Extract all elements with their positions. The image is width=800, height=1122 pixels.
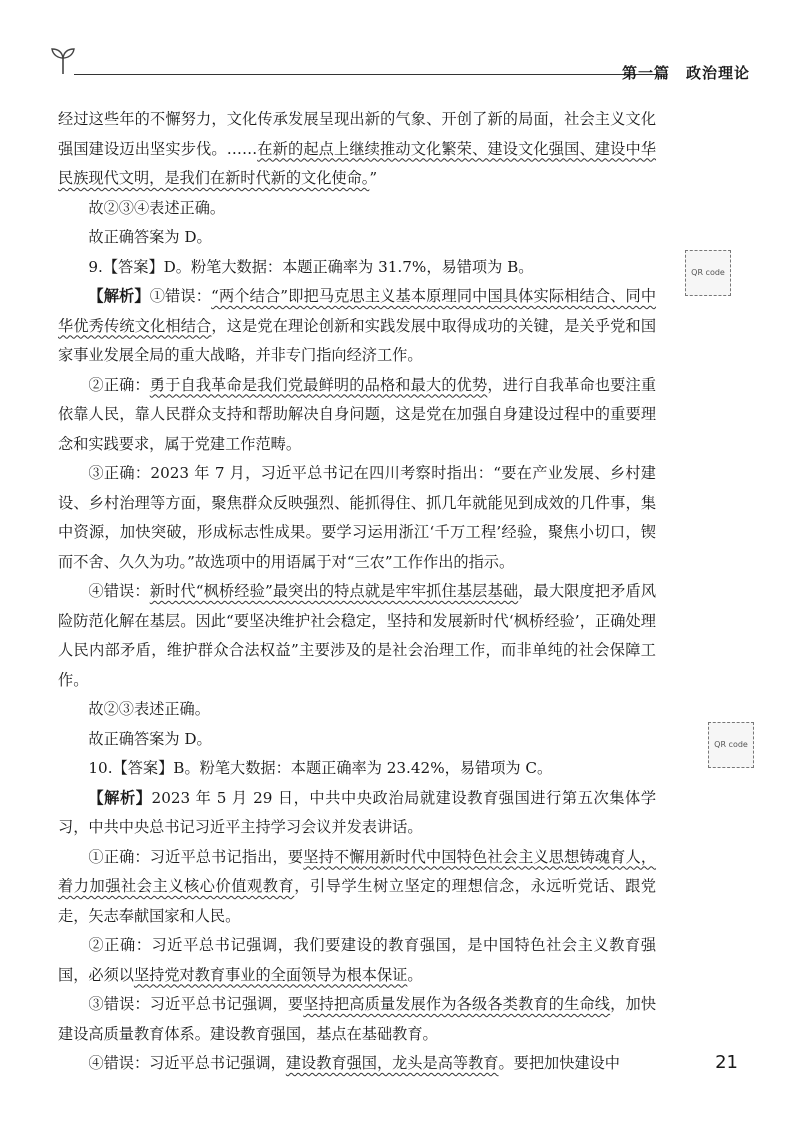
section-title: 第一篇 政治理论 <box>621 64 750 82</box>
answer-line-q9: 9.【答案】D。粉笔大数据：本题正确率为 31.7%，易错项为 B。 <box>88 257 534 276</box>
paragraph-continued: 经过这些年的不懈努力，文化传承发展呈现出新的气象、开创了新的局面，社会主义文化强国建设迈出坚实步伐。……在新的起点上继续推动文化繁荣、建设文化强国、建设中华民族现代文明，是我们在新时代新的文化使命。” <box>58 110 657 187</box>
emphasis-underline: 勇于自我革命是我们党最鲜明的品格和最大的优势 <box>149 375 488 394</box>
analysis-q9-1: 【解析】①错误：“两个结合”即把马克思主义基本原理同中国具体实际相结合、同中华优秀传统文化相结合，这是党在理论创新和实践发展中取得成功的关键，是关乎党和国家事业发展全局的重大战略，并非专门指向经济工作。 <box>58 287 657 364</box>
page-content <box>58 105 656 1079</box>
analysis-q10-1: ①正确：习近平总书记指出，要坚持不懈用新时代中国特色社会主义思想铸魂育人，着力加强社会主义核心价值观教育，引导学生树立坚定的理想信念，永远听党话、跟党走，矢志奉献国家和人民。 <box>58 847 657 925</box>
page-number: 21 <box>715 1052 738 1073</box>
qr-code-placeholder-q9: QR code <box>685 250 731 296</box>
analysis-q10-4: ④错误：习近平总书记强调，建设教育强国，龙头是高等教育。要把加快建设中 <box>88 1054 620 1072</box>
paragraph: 故②③④表述正确。 <box>88 198 226 217</box>
paragraph: 故正确答案为 D。 <box>88 729 212 748</box>
emphasis-underline: “两个结合”即把马克思主义基本原理同中国具体实际相结合、同中华优秀传统文化相结合 <box>58 287 657 335</box>
paragraph: 故②③表述正确。 <box>88 700 210 718</box>
emphasis-underline: 坚持党对教育事业的全面领导为根本保证 <box>133 965 408 984</box>
answer-line-q10: 10.【答案】B。粉笔大数据：本题正确率为 23.42%，易错项为 C。 <box>88 759 553 777</box>
emphasis-underline: 坚持不懈用新时代中国特色社会主义思想铸魂育人，着力加强社会主义核心价值观教育 <box>58 847 657 895</box>
paragraph: 故正确答案为 D。 <box>88 228 212 246</box>
leaf-sprout-icon <box>50 46 76 76</box>
analysis-q9-3: ③正确：2023 年 7 月，习近平总书记在四川考察时指出：“要在产业发展、乡村建设、乡村治理等方面，聚焦群众反映强烈、能抓得住、抓几年就能见到成效的几件事，集中资源，加快突破，形成标志性成果。要学习运用浙江‘千万工程’经验，聚焦小切口，锲而不舍、久久为功。”故选项中的用语属于对“三农”工作作出的指示。 <box>58 464 656 571</box>
emphasis-underline: 在新的起点上继续推动文化繁荣、建设文化强国、建设中华民族现代文明，是我们在新时代新的文化使命。 <box>58 139 657 187</box>
page-header <box>50 46 750 86</box>
header-rule <box>74 74 660 75</box>
analysis-q10-3: ③错误：习近平总书记强调，要坚持把高质量发展作为各级各类教育的生命线，加快建设高质量教育体系。建设教育强国，基点在基础教育。 <box>58 995 657 1043</box>
emphasis-underline: 坚持把高质量发展作为各级各类教育的生命线 <box>303 995 611 1013</box>
qr-code-placeholder-q10: QR code <box>708 722 754 768</box>
analysis-q10-2: ②正确：习近平总书记强调，我们要建设的教育强国，是中国特色社会主义教育强国，必须以坚持党对教育事业的全面领导为根本保证。 <box>58 936 656 984</box>
analysis-q10-intro: 【解析】2023 年 5 月 29 日，中共中央政治局就建设教育强国进行第五次集体学习，中共中央总书记习近平主持学习会议并发表讲话。 <box>58 788 657 836</box>
emphasis-underline: 建设教育强国，龙头是高等教育 <box>285 1054 499 1072</box>
analysis-q9-2: ②正确：勇于自我革命是我们党最鲜明的品格和最大的优势，进行自我革命也要注重依靠人民，靠人民群众支持和帮助解决自身问题，这是党在加强自身建设过程中的重要理念和实践要求，属于党建工作范畴。 <box>58 375 657 453</box>
analysis-q9-4: ④错误：新时代“枫桥经验”最突出的特点就是牢牢抓住基层基础，最大限度把矛盾风险防范化解在基层。因此“要坚决维护社会稳定，坚持和发展新时代‘枫桥经验’，正确处理人民内部矛盾，维护群众合法权益”主要涉及的是社会治理工作，而非单纯的社会保障工作。 <box>58 582 657 689</box>
emphasis-underline: 新时代“枫桥经验”最突出的特点就是牢牢抓住基层基础 <box>149 582 519 600</box>
